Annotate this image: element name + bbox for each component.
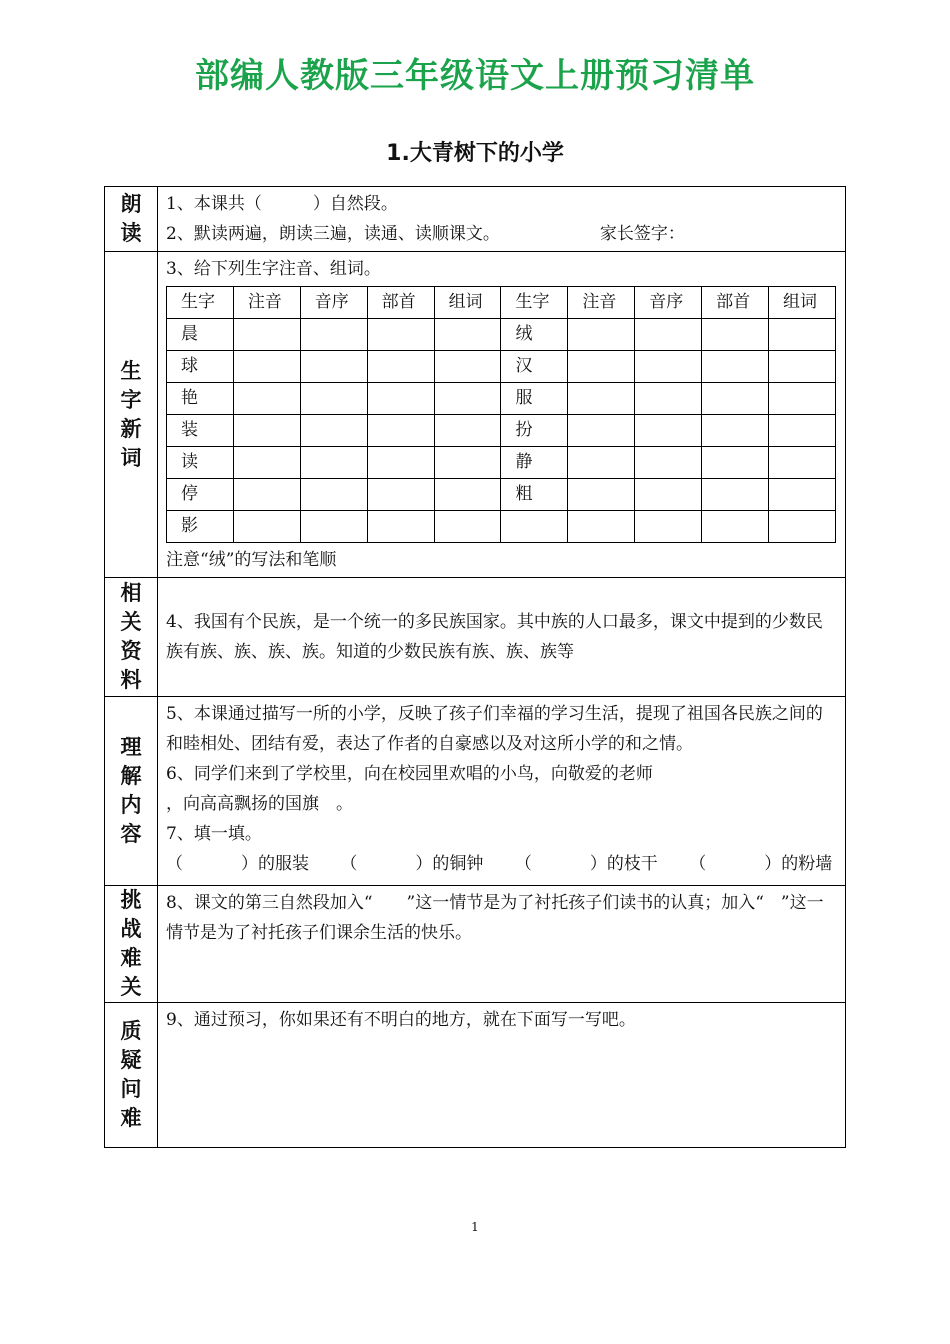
character-cell: 停 bbox=[167, 479, 234, 511]
character-row bbox=[167, 383, 836, 415]
blank-cell bbox=[635, 319, 702, 351]
blank-cell bbox=[300, 383, 367, 415]
challenge-content bbox=[158, 886, 846, 1003]
blank-cell bbox=[367, 511, 434, 543]
new-words-note: 注意“绒”的写法和笔顺 bbox=[166, 550, 337, 570]
blank-cell bbox=[635, 351, 702, 383]
section-label-questions: 质 疑 问 难 bbox=[105, 1003, 158, 1148]
section-reading bbox=[105, 187, 846, 252]
blank-cell bbox=[568, 479, 635, 511]
character-row bbox=[167, 415, 836, 447]
column-header: 生字 bbox=[501, 287, 568, 319]
character-row bbox=[167, 511, 836, 543]
section-label-challenge: 挑 战 难 关 bbox=[105, 886, 158, 1003]
reading-content bbox=[158, 187, 846, 252]
blank-cell bbox=[769, 351, 836, 383]
blank-cell bbox=[300, 319, 367, 351]
column-header: 生字 bbox=[167, 287, 234, 319]
character-row bbox=[167, 319, 836, 351]
questions-text: 9、通过预习，你如果还有不明白的地方，就在下面写一写吧。 bbox=[166, 1010, 636, 1030]
blank-cell bbox=[233, 415, 300, 447]
character-cell: 粗 bbox=[501, 479, 568, 511]
document-title: 部编人教版三年级语文上册预习清单 bbox=[195, 56, 755, 96]
blank-cell bbox=[702, 319, 769, 351]
blank-cell bbox=[769, 479, 836, 511]
parent-signature-label: 家长签字： bbox=[599, 224, 685, 244]
blank-cell bbox=[568, 319, 635, 351]
lesson-title: 1.大青树下的小学 bbox=[386, 141, 564, 166]
blank-cell bbox=[702, 383, 769, 415]
blank-cell bbox=[233, 511, 300, 543]
character-cell: 扮 bbox=[501, 415, 568, 447]
blank-cell bbox=[635, 479, 702, 511]
blank-cell bbox=[769, 447, 836, 479]
materials-content bbox=[158, 578, 846, 697]
section-challenge bbox=[105, 886, 846, 1003]
blank-cell bbox=[769, 511, 836, 543]
questions-content bbox=[158, 1003, 846, 1148]
fill-item: （ ）的铜钟 bbox=[340, 854, 484, 874]
section-questions bbox=[105, 1003, 846, 1148]
section-label-understanding: 理 解 内 容 bbox=[105, 697, 158, 886]
page-number: 1 bbox=[471, 1220, 479, 1234]
section-label-materials: 相 关 资 料 bbox=[105, 578, 158, 697]
section-materials bbox=[105, 578, 846, 697]
fill-in-blanks bbox=[166, 849, 837, 879]
column-header: 组词 bbox=[434, 287, 501, 319]
understanding-content bbox=[158, 697, 846, 886]
fill-item: （ ）的枝干 bbox=[514, 854, 658, 874]
section-label-reading: 朗 读 bbox=[105, 187, 158, 252]
section-understanding bbox=[105, 697, 846, 886]
blank-cell bbox=[434, 479, 501, 511]
new-words-instruction: 3、给下列生字注音、组词。 bbox=[166, 259, 381, 279]
blank-cell bbox=[769, 319, 836, 351]
blank-cell bbox=[367, 415, 434, 447]
column-header: 注音 bbox=[568, 287, 635, 319]
blank-cell bbox=[702, 511, 769, 543]
character-cell: 服 bbox=[501, 383, 568, 415]
character-cell: 晨 bbox=[167, 319, 234, 351]
blank-cell bbox=[367, 319, 434, 351]
character-cell: 影 bbox=[167, 511, 234, 543]
blank-cell bbox=[233, 383, 300, 415]
character-table-header bbox=[167, 287, 836, 319]
column-header: 音序 bbox=[635, 287, 702, 319]
character-cell: 绒 bbox=[501, 319, 568, 351]
blank-cell bbox=[300, 415, 367, 447]
blank-cell bbox=[300, 447, 367, 479]
blank-cell bbox=[702, 415, 769, 447]
character-cell: 读 bbox=[167, 447, 234, 479]
blank-cell bbox=[769, 415, 836, 447]
understanding-q5: 5、本课通过描写一所的小学，反映了孩子们幸福的学习生活，提现了祖国各民族之间的和睦相处、团结有爱，表达了作者的自豪感以及对这所小学的和之情。 bbox=[166, 704, 823, 754]
materials-text: 4、我国有个民族，是一个统一的多民族国家。其中族的人口最多，课文中提到的少数民族有族、族、族、族。知道的少数民族有族、族、族等 bbox=[166, 612, 823, 662]
blank-cell bbox=[568, 447, 635, 479]
blank-cell bbox=[434, 511, 501, 543]
character-table bbox=[166, 286, 836, 543]
character-cell: 装 bbox=[167, 415, 234, 447]
column-header: 组词 bbox=[769, 287, 836, 319]
blank-cell bbox=[568, 351, 635, 383]
blank-cell bbox=[367, 383, 434, 415]
blank-cell bbox=[702, 351, 769, 383]
blank-cell bbox=[233, 319, 300, 351]
blank-cell bbox=[233, 447, 300, 479]
blank-cell bbox=[568, 383, 635, 415]
blank-cell bbox=[635, 415, 702, 447]
blank-cell bbox=[635, 511, 702, 543]
new-words-content bbox=[158, 252, 846, 578]
understanding-q6-b: ，向高高飘扬的国旗 。 bbox=[166, 794, 353, 814]
section-label-new-words: 生 字 新 词 bbox=[105, 252, 158, 578]
blank-cell bbox=[702, 447, 769, 479]
reading-line-2: 2、默读两遍，朗读三遍，读通、读顺课文。 家长签字： bbox=[166, 219, 837, 249]
character-row bbox=[167, 447, 836, 479]
character-cell: 球 bbox=[167, 351, 234, 383]
blank-cell bbox=[233, 479, 300, 511]
blank-cell bbox=[702, 479, 769, 511]
fill-item: （ ）的粉墙 bbox=[689, 854, 833, 874]
character-cell: 艳 bbox=[167, 383, 234, 415]
column-header: 部首 bbox=[367, 287, 434, 319]
column-header: 部首 bbox=[702, 287, 769, 319]
column-header: 注音 bbox=[233, 287, 300, 319]
blank-cell bbox=[300, 479, 367, 511]
character-row bbox=[167, 351, 836, 383]
blank-cell bbox=[568, 511, 635, 543]
section-new-words bbox=[105, 252, 846, 578]
blank-cell bbox=[233, 351, 300, 383]
blank-cell bbox=[300, 511, 367, 543]
blank-cell bbox=[568, 415, 635, 447]
understanding-q6-a: 6、同学们来到了学校里，向在校园里欢唱的小鸟，向敬爱的老师 bbox=[166, 764, 653, 784]
blank-cell bbox=[367, 447, 434, 479]
fill-item: （ ）的服装 bbox=[166, 854, 309, 874]
blank-cell bbox=[300, 351, 367, 383]
preview-checklist-table bbox=[104, 186, 846, 1148]
blank-cell bbox=[434, 319, 501, 351]
blank-cell bbox=[367, 479, 434, 511]
column-header: 音序 bbox=[300, 287, 367, 319]
blank-cell bbox=[769, 383, 836, 415]
blank-cell bbox=[434, 415, 501, 447]
character-row bbox=[167, 479, 836, 511]
blank-cell bbox=[434, 447, 501, 479]
blank-cell bbox=[434, 351, 501, 383]
blank-cell bbox=[635, 447, 702, 479]
character-cell: 汉 bbox=[501, 351, 568, 383]
character-cell bbox=[501, 511, 568, 543]
understanding-q7: 7、填一填。 bbox=[166, 824, 262, 844]
blank-cell bbox=[434, 383, 501, 415]
challenge-text: 8、课文的第三自然段加入“ ”这一情节是为了衬托孩子们读书的认真；加入“ ”这一情节是为了衬托孩子们课余生活的快乐。 bbox=[166, 893, 824, 943]
blank-cell bbox=[367, 351, 434, 383]
reading-line-1: 1、本课共（ ）自然段。 bbox=[166, 194, 398, 214]
blank-cell bbox=[635, 383, 702, 415]
character-cell: 静 bbox=[501, 447, 568, 479]
